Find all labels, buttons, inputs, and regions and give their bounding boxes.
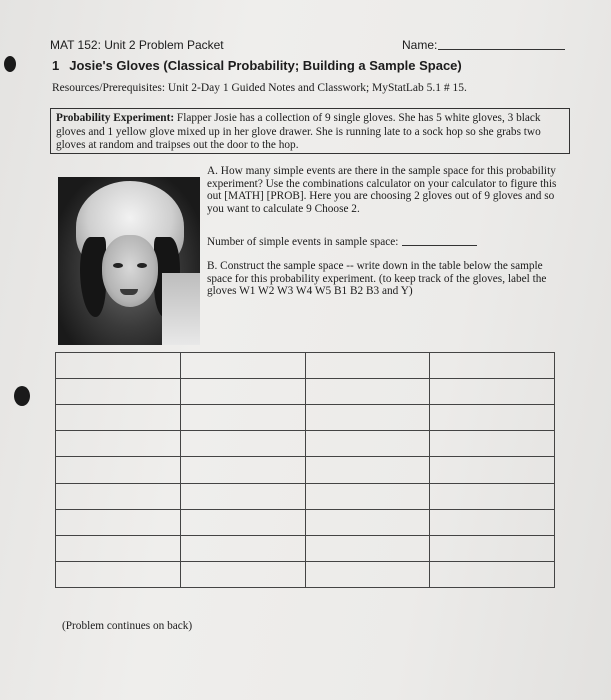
table-row bbox=[56, 405, 555, 431]
table-cell[interactable] bbox=[56, 535, 181, 561]
count-blank[interactable] bbox=[402, 245, 477, 246]
table-cell[interactable] bbox=[56, 509, 181, 535]
question-a-text: A. How many simple events are there in the sample space for this probability experiment? Use the combinations calculator on your calculator to figure this out [MATH] [PROB]. Here you are choosing 2 gloves out of 9 gloves and so you want to calculate 9 Choose 2. bbox=[207, 165, 557, 215]
table-cell[interactable] bbox=[180, 509, 305, 535]
question-b bbox=[207, 260, 569, 298]
resources-line: Resources/Prerequisites: Unit 2-Day 1 Guided Notes and Classwork; MyStatLab 5.1 # 15. bbox=[52, 82, 467, 94]
table-cell[interactable] bbox=[180, 379, 305, 405]
table-cell[interactable] bbox=[430, 483, 555, 509]
table-cell[interactable] bbox=[430, 509, 555, 535]
table-cell[interactable] bbox=[430, 405, 555, 431]
problem-title: Josie's Gloves (Classical Probability; Building a Sample Space) bbox=[69, 58, 462, 73]
page-header bbox=[50, 38, 570, 56]
table-cell[interactable] bbox=[180, 561, 305, 587]
table-cell[interactable] bbox=[305, 431, 430, 457]
table-row bbox=[56, 535, 555, 561]
photo-scarf bbox=[162, 273, 200, 345]
flapper-photo bbox=[58, 177, 200, 345]
table-cell[interactable] bbox=[430, 431, 555, 457]
table-cell[interactable] bbox=[56, 405, 181, 431]
table-cell[interactable] bbox=[430, 561, 555, 587]
count-answer-line bbox=[207, 236, 477, 248]
table-cell[interactable] bbox=[305, 561, 430, 587]
table-row bbox=[56, 483, 555, 509]
table-cell[interactable] bbox=[305, 405, 430, 431]
experiment-label: Probability Experiment: bbox=[56, 112, 175, 124]
table-cell[interactable] bbox=[305, 457, 430, 483]
table-cell[interactable] bbox=[56, 457, 181, 483]
table-cell[interactable] bbox=[305, 379, 430, 405]
table-cell[interactable] bbox=[305, 353, 430, 379]
photo-eye bbox=[113, 263, 123, 268]
photo-face bbox=[102, 235, 158, 307]
table-cell[interactable] bbox=[180, 405, 305, 431]
continues-note: (Problem continues on back) bbox=[62, 620, 193, 632]
table-cell[interactable] bbox=[56, 379, 181, 405]
problem-number: 1 bbox=[52, 58, 60, 73]
experiment-text: Flapper Josie has a collection of 9 single gloves. She has 5 white gloves, 3 black gloves and 1 yellow glove mixed up in her glove drawer. She is running late to a sock hop so she grabs two gloves at random and traipses out the door to the hop. bbox=[56, 112, 541, 151]
table-cell[interactable] bbox=[180, 535, 305, 561]
problem-heading bbox=[52, 58, 462, 73]
count-label: Number of simple events in sample space: bbox=[207, 236, 399, 248]
name-label: Name: bbox=[402, 38, 438, 52]
table-cell[interactable] bbox=[180, 353, 305, 379]
question-b-text: B. Construct the sample space -- write down in the table below the sample space for this probability experiment. (to keep track of the gloves, label the gloves W1 W2 W3 W4 W5 B1 B2 B3 and Y) bbox=[207, 260, 547, 298]
question-a bbox=[207, 165, 569, 215]
table-cell[interactable] bbox=[180, 457, 305, 483]
table-row bbox=[56, 353, 555, 379]
punch-hole bbox=[14, 386, 30, 406]
table-cell[interactable] bbox=[56, 483, 181, 509]
table-cell[interactable] bbox=[305, 483, 430, 509]
experiment-box bbox=[50, 108, 570, 154]
table-cell[interactable] bbox=[430, 353, 555, 379]
table-cell[interactable] bbox=[430, 379, 555, 405]
table-cell[interactable] bbox=[430, 457, 555, 483]
table-row bbox=[56, 509, 555, 535]
table-cell[interactable] bbox=[305, 535, 430, 561]
course-title: MAT 152: Unit 2 Problem Packet bbox=[50, 38, 224, 52]
table-cell[interactable] bbox=[56, 431, 181, 457]
table-row bbox=[56, 431, 555, 457]
table-cell[interactable] bbox=[305, 509, 430, 535]
table-cell[interactable] bbox=[56, 561, 181, 587]
table-row bbox=[56, 379, 555, 405]
table-row bbox=[56, 457, 555, 483]
photo-eye bbox=[137, 263, 147, 268]
punch-hole bbox=[4, 56, 16, 72]
table-cell[interactable] bbox=[430, 535, 555, 561]
table-cell[interactable] bbox=[180, 483, 305, 509]
name-blank-line[interactable] bbox=[438, 49, 565, 50]
table-cell[interactable] bbox=[180, 431, 305, 457]
sample-space-table bbox=[55, 352, 555, 588]
table-cell[interactable] bbox=[56, 353, 181, 379]
table-row bbox=[56, 561, 555, 587]
